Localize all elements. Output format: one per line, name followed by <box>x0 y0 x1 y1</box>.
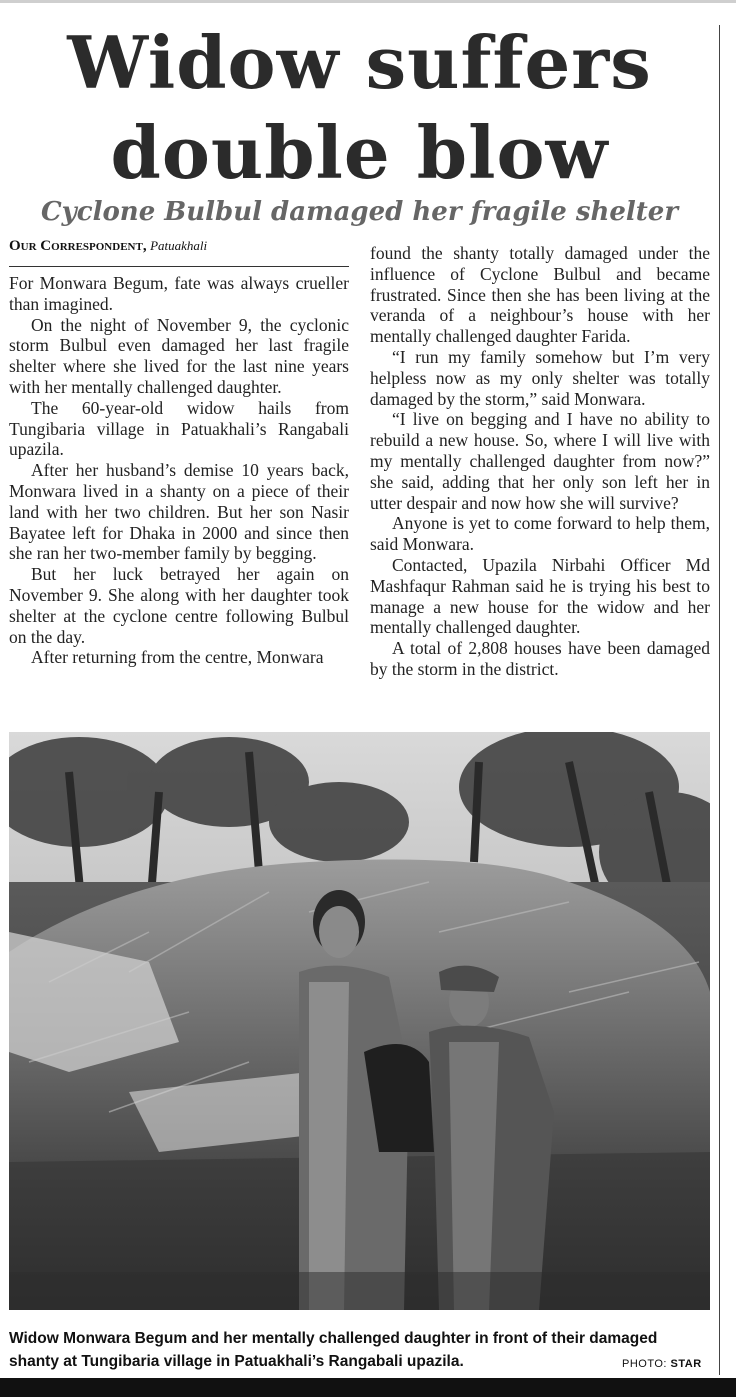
byline-author: Our Correspondent, <box>9 238 147 254</box>
paragraph: “I live on begging and I have no ability to rebuild a new house. So, where I will live with my mentally challenged daughter from now?” she said, adding that her only son left her in utter despair and now how she will survive? <box>370 409 710 513</box>
paragraph: After her husband’s demise 10 years back, Monwara lived in a shanty on a piece of their land with her two children. But her son Nasir Bayatee left for Dhaka in 2000 and since then she ran her two-member family by begging. <box>9 460 349 564</box>
photo-credit-label: PHOTO: <box>622 1358 667 1370</box>
paragraph: But her luck betrayed her again on November 9. She along with her daughter took shelter at the cyclone centre following Bulbul on the day. <box>9 564 349 647</box>
news-photo <box>9 732 710 1310</box>
column-rule <box>719 25 720 1375</box>
paragraph: For Monwara Begum, fate was always crueller than imagined. <box>9 273 349 314</box>
paragraph: After returning from the centre, Monwara <box>31 647 324 668</box>
photo-credit-source: STAR <box>670 1358 702 1370</box>
byline-place: Patuakhali <box>150 238 208 253</box>
paragraph: The 60-year-old widow hails from Tungibaria village in Patuakhali’s Rangabali upazila. <box>9 397 349 460</box>
paragraph: Contacted, Upazila Nirbahi Officer Md Mashfaqur Rahman said he is trying his best to manage a new house for the widow and her mentally challenged daughter. <box>370 554 710 638</box>
paragraph: found the shanty totally damaged under the influence of Cyclone Bulbul and became frustrated. Since then she has been living at the veranda of a neighbour’s house with her mentally challenged daughter Farida. <box>370 243 710 347</box>
article-column-1 <box>9 273 349 668</box>
headline: Widow suffers double blow <box>67 20 652 195</box>
photo-credit <box>622 1358 702 1370</box>
top-border <box>0 0 736 3</box>
paragraph: Anyone is yet to come forward to help them, said Monwara. <box>370 513 710 555</box>
photo-caption: Widow Monwara Begum and her mentally challenged daughter in front of their damaged shanty at Tungibaria village in Patuakhali’s Rangabali upazila. <box>9 1330 658 1370</box>
byline <box>9 238 349 255</box>
paragraph: A total of 2,808 houses have been damaged by the storm in the district. <box>370 638 710 679</box>
byline-divider <box>9 266 349 267</box>
bottom-border <box>0 1378 736 1397</box>
paragraph: “I run my family somehow but I’m very helpless now as my only shelter was totally damaged by the storm,” said Monwara. <box>370 346 710 409</box>
article-column-2 <box>370 243 710 680</box>
subheadline: Cyclone Bulbul damaged her fragile shelter <box>40 197 679 227</box>
paragraph: On the night of November 9, the cyclonic storm Bulbul even damaged her last fragile shelter where she lived for the last nine years with her mentally challenged daughter. <box>9 314 349 397</box>
